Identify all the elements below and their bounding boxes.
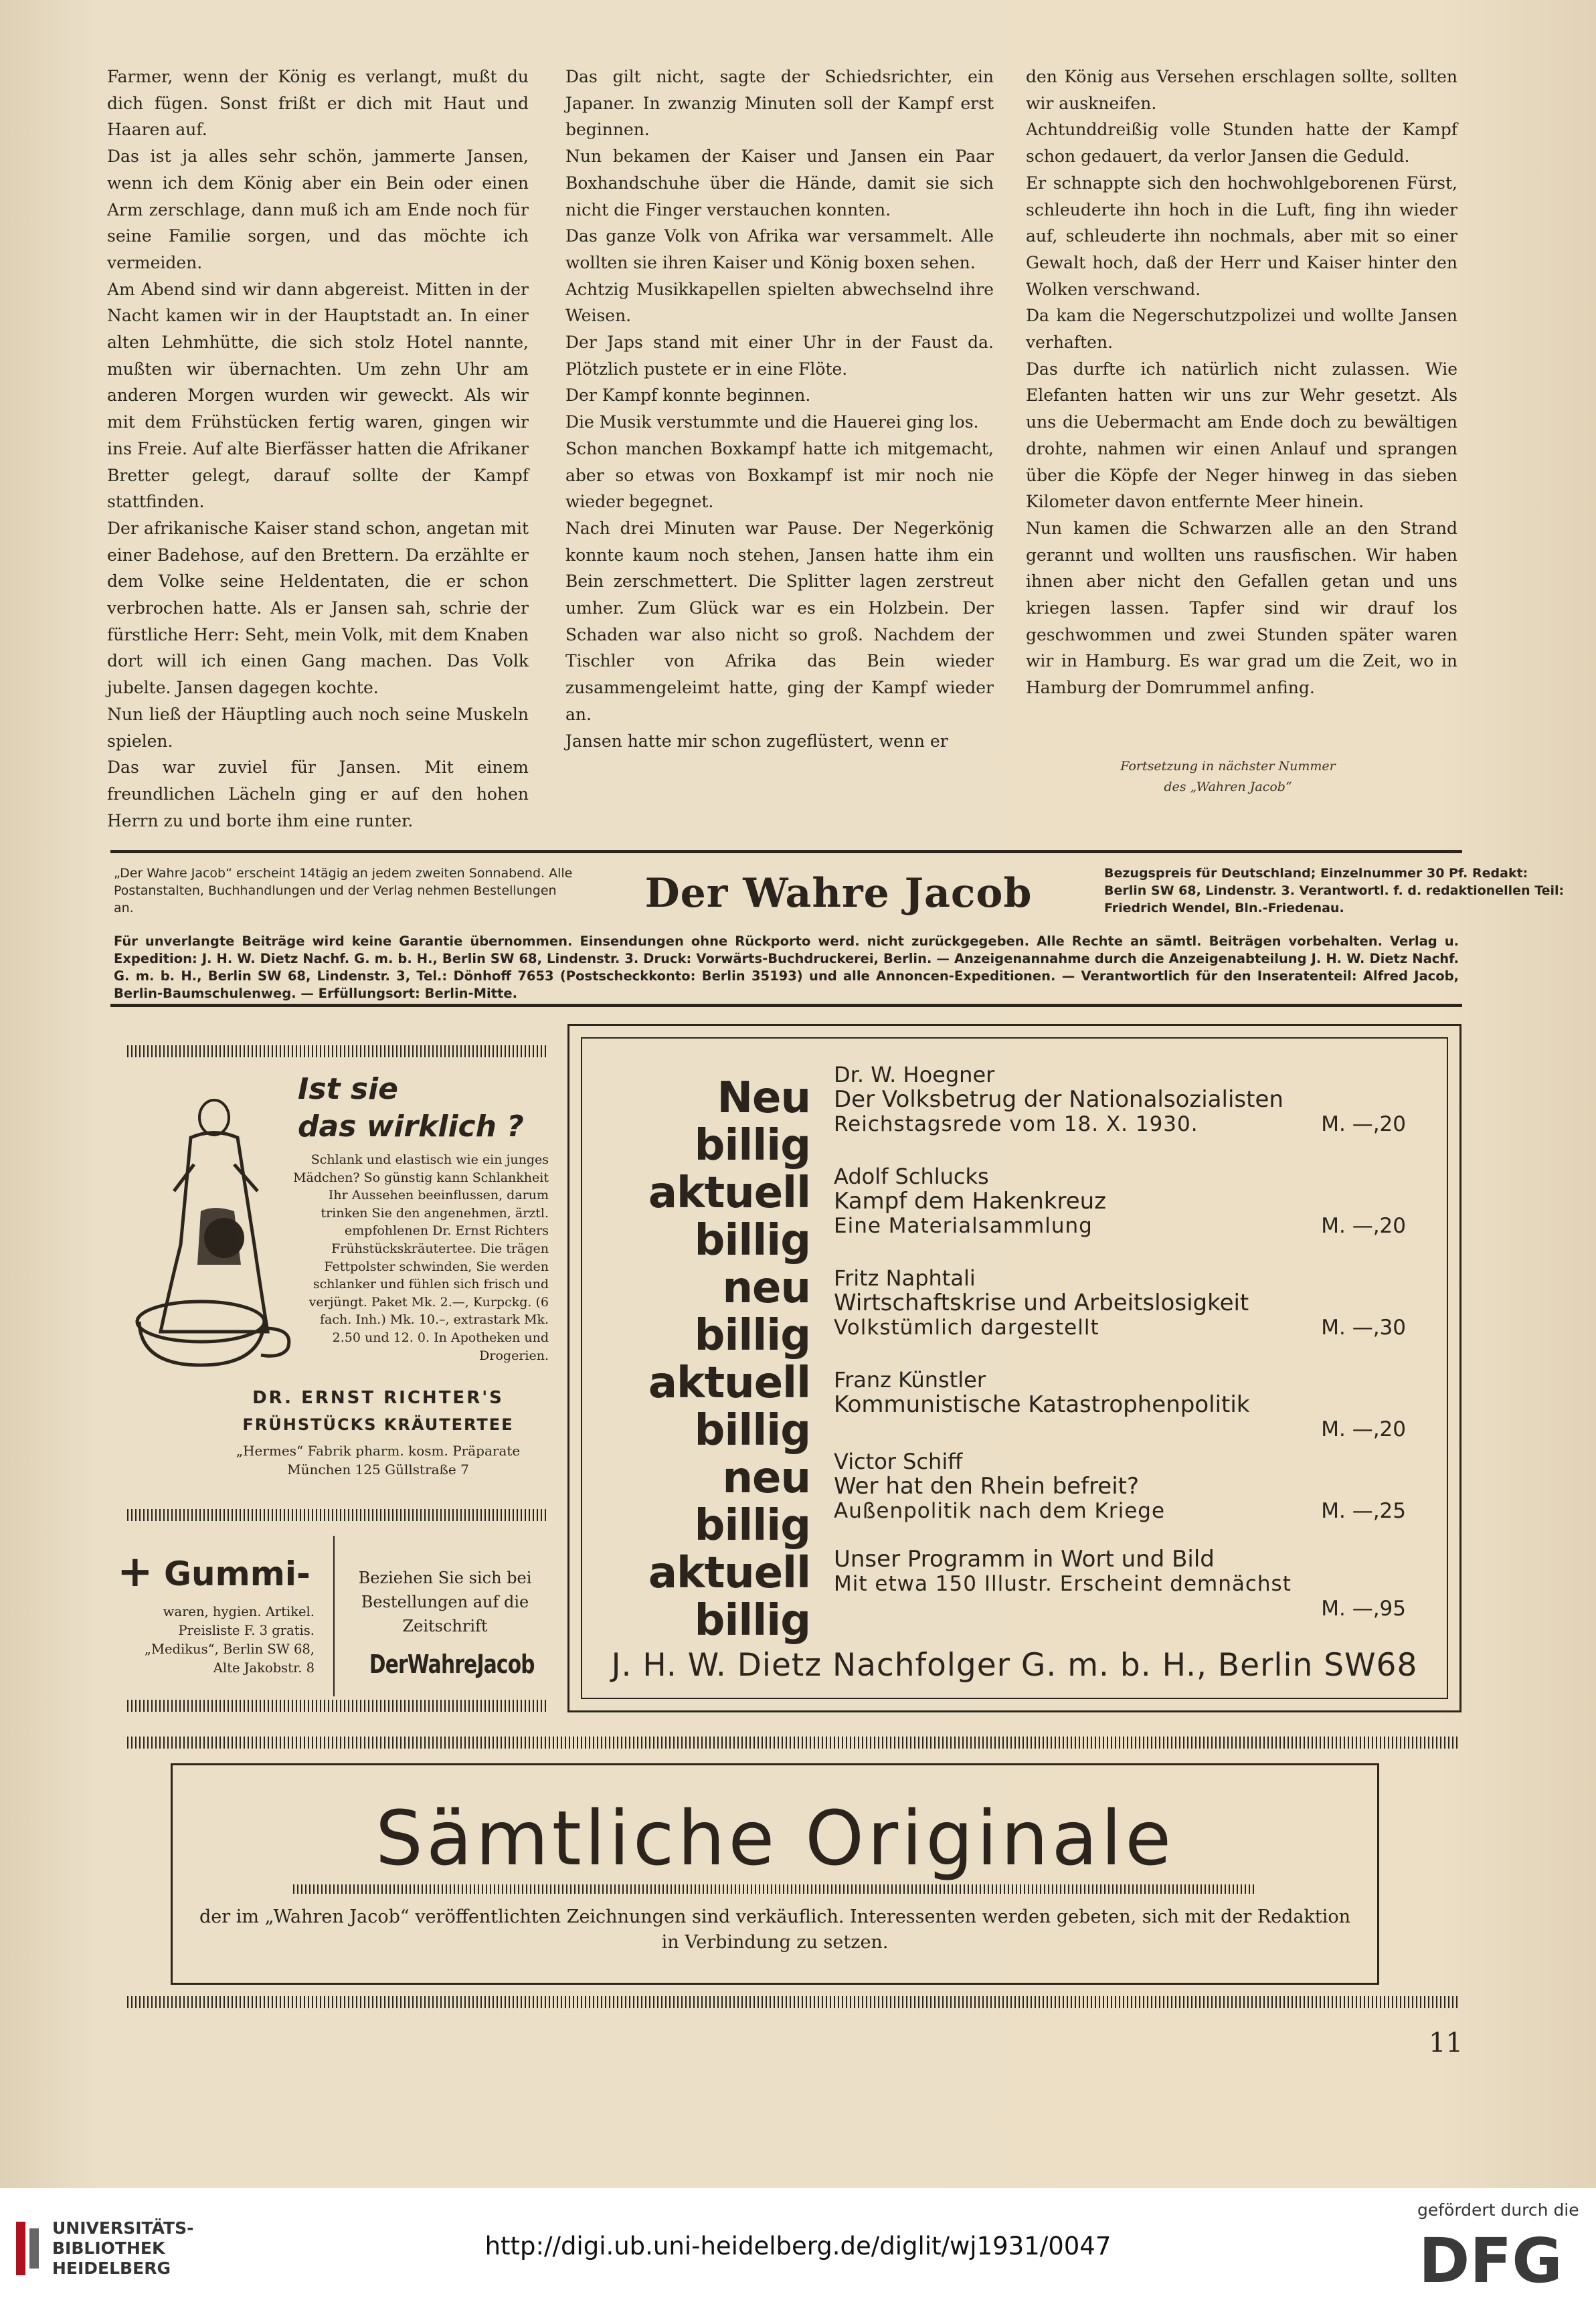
- ad-subscribe-logo: DerWahreJacob: [369, 1650, 535, 1679]
- story-column-3: [1026, 64, 1457, 780]
- book-author: Victor Schiff: [834, 1449, 963, 1474]
- hatch-border: [127, 1737, 1459, 1749]
- ad-tea-maker: „Hermes“ Fabrik pharm. kosm. Präparate München 125 Güllstraße 7: [236, 1443, 521, 1478]
- permalink-url[interactable]: http://digi.ub.uni-heidelberg.de/diglit/wj1931/0047: [484, 2232, 1112, 2260]
- library-name-line: BIBLIOTHEK: [52, 2238, 165, 2258]
- paragraph: Nun kamen die Schwarzen alle an den Strand gerannt und wollten uns rausfischen. Wir haben ihnen aber nicht den Gefallen getan und uns kriegen lassen. Tapfer sind wir drauf los geschwommen und zwei Stunden später waren wir in Hamburg. Es war grad um die Zeit, wo in Hamburg der Domrummel anfing.: [1026, 518, 1457, 698]
- story-column-2: [565, 64, 994, 840]
- ad-gummi-title: Gummi-: [164, 1555, 311, 1593]
- slogan: neu: [722, 1263, 810, 1313]
- paragraph: Der Kampf konnte beginnen.: [565, 385, 811, 406]
- paragraph: Die Musik verstummte und die Hauerei ging los.: [565, 412, 979, 432]
- ad-books-slogans: [583, 1075, 810, 1645]
- imprint-legal-text: Für unverlangte Beiträge wird keine Garantie übernommen. Einsendungen ohne Rückporto werd. nicht zurückgegeben. Alle Rechte an sämtl. Beiträgen vorbehalten. Verlag u. Expedition: J. H. W. Dietz Nachf. G. m. b. H., Berlin SW 68, Lindenstr. 3. Druck: Vorwärts-Buchdruckerei, Berlin. — Anzeigenannahme durch die Anzeigenabteilung J. H. W. Dietz Nachf. G. m. b. H., Berlin SW 68, Lindenstr. 3, Tel.: Dönhoff 7653 (Postscheckkonto: Berlin 35193) und alle Annoncen-Expeditionen. — Verantwortlich für den Inseratenteil: Alfred Jacob, Berlin-Baumschulenweg. — Erfüllungsort: Berlin-Mitte.: [114, 934, 1459, 1001]
- ad-books-list: [834, 1063, 1406, 1649]
- paragraph: Das ganze Volk von Afrika war versammelt. Alle wollten sie ihren Kaiser und König boxen sehen.: [565, 226, 994, 272]
- imprint-publication-note: „Der Wahre Jacob“ erscheint 14tägig an jedem zweiten Sonnabend. Alle Postanstalten, Buchhandlungen und der Verlag nehmen Bestellungen an.: [114, 866, 573, 915]
- dfg-logo-text: DFG: [1419, 2225, 1563, 2297]
- imprint-price-note: Bezugspreis für Deutschland; Einzelnummer 30 Pf. Redakt: Berlin SW 68, Lindenstr. 3. Verantwortl. f. d. redaktionellen Teil: Friedrich Wendel, Bln.-Friedenau.: [1104, 866, 1565, 915]
- book-author: Fritz Naphtali: [834, 1265, 976, 1291]
- book-author: Dr. W. Hoegner: [834, 1062, 995, 1087]
- divider: [110, 1004, 1462, 1007]
- ad-tea-product: FRÜHSTÜCKS KRÄUTERTEE: [242, 1415, 514, 1434]
- library-name-line: HEIDELBERG: [52, 2258, 171, 2278]
- book-title: Wer hat den Rhein befreit?: [834, 1473, 1140, 1500]
- book-listing: [834, 1063, 1406, 1164]
- masthead-title: Der Wahre Jacob: [644, 870, 1033, 917]
- ad-gummi: [117, 1536, 315, 1696]
- paragraph: den König aus Versehen erschlagen sollte, sollten wir auskneifen.: [1026, 67, 1457, 113]
- paragraph: Am Abend sind wir dann abgereist. Mitten in der Nacht kamen wir in der Hauptstadt an. In einer alten Lehmhütte, die sich stolz Hotel nannte, mußten wir übernachten. Um zehn Uhr am anderen Morgen wurden wir geweckt. Als wir mit dem Frühstücken fertig waren, gingen wir ins Freie. Auf alte Bierfässer hatten die Afrikaner Bretter gelegt, darauf sollte der Kampf stattfinden.: [107, 279, 529, 512]
- book-title: Der Volksbetrug der Nationalsozialisten: [834, 1086, 1283, 1113]
- paragraph: Achtunddreißig volle Stunden hatte der Kampf schon gedauert, da verlor Jansen die Geduld.: [1026, 120, 1457, 167]
- paragraph: Nun ließ der Häuptling auch noch seine Muskeln spielen.: [107, 704, 529, 751]
- hatch-border: [293, 1884, 1257, 1894]
- continuation-note: [1071, 756, 1385, 798]
- book-title: Kampf dem Hakenkreuz: [834, 1188, 1107, 1215]
- ad-tea-body: Schlank und elastisch wie ein junges Mädchen? So günstig kann Schlankheit Ihr Aussehen beeinflussen, darum trinken Sie den angenehmen, ärztl. empfohlenen Dr. Ernst Richters Frühstückskräutertee. Die trägen Fettpolster schwinden, Sie werden schlanker und fühlen sich frisch und verjüngt. Paket Mk. 2.—, Kurpckg. (6 fach. Inh.) Mk. 10.–, extrastark Mk. 2.50 und 12. 0. In Apotheken und Drogerien.: [293, 1152, 549, 1363]
- paragraph: Da kam die Negerschutzpolizei und wollte Jansen verhaften.: [1026, 306, 1457, 353]
- paragraph: Der afrikanische Kaiser stand schon, angetan mit einer Badehose, auf den Brettern. Da erzählte er dem Volke seine Heldentaten, die er schon verbrochen hatte. Als er Jansen sah, schrie der fürstliche Herr: Seht, mein Volk, mit dem Knaben dort will ich einen Gang machen. Das Volk jubelte. Jansen dagegen kochte.: [107, 518, 529, 698]
- book-author: Adolf Schlucks: [834, 1164, 989, 1189]
- book-title: Kommunistische Katastrophenpolitik: [834, 1391, 1250, 1418]
- slogan: neu: [722, 1453, 810, 1503]
- continuation-line: Fortsetzung in nächster Nummer: [1120, 759, 1336, 774]
- paragraph: Er schnappte sich den hochwohlgeborenen Fürst, schleuderte ihn hoch in die Luft, fing ihn wieder auf, schleuderte ihn nochmals, aber mit so einer Gewalt hoch, daß der Herr und Kaiser hinter den Wolken verschwand.: [1026, 173, 1457, 299]
- book-author: Franz Künstler: [834, 1367, 986, 1393]
- ad-originals-text: der im „Wahren Jacob“ veröffentlichten Zeichnungen sind verkäuflich. Interessenten werden gebeten, sich mit der Redaktion in Verbindung zu setzen.: [199, 1906, 1350, 1953]
- paragraph: Das gilt nicht, sagte der Schiedsrichter, ein Japaner. In zwanzig Minuten soll der Kampf erst beginnen.: [565, 67, 994, 140]
- hatch-border: [127, 1509, 549, 1521]
- ad-books: [567, 1024, 1461, 1712]
- ad-subscribe-body: Beziehen Sie sich bei Bestellungen auf die Zeitschrift: [358, 1569, 532, 1635]
- dfg-logo-icon: [1419, 2223, 1563, 2297]
- paragraph: Nach drei Minuten war Pause. Der Negerkönig konnte kaum noch stehen, Jansen hatte ihm ein Bein zerschmettert. Die Splitter lagen zerstreut umher. Zum Glück war es ein Holzbein. Der Schaden war also nicht so groß. Nachdem der Tischler von Afrika das Bein wieder zusammengeleimt hatte, ging der Kampf wieder an.: [565, 518, 994, 724]
- imprint-block: [114, 863, 1565, 1001]
- book-listing: [834, 1368, 1406, 1449]
- story-column-1: [107, 64, 529, 840]
- paragraph: Achtzig Musikkapellen spielten abwechselnd ihre Weisen.: [565, 279, 994, 326]
- slogan: billig: [694, 1501, 810, 1550]
- slogan: billig: [694, 1406, 810, 1455]
- book-price: M. —,20: [1321, 1417, 1406, 1441]
- ad-gummi-body: waren, hygien. Artikel. Preisliste F. 3 gratis. „Medikus“, Berlin SW 68, Alte Jakobstr. 8: [144, 1604, 315, 1676]
- slogan: billig: [694, 1121, 810, 1170]
- book-listing: [834, 1266, 1406, 1368]
- book-listing: [834, 1164, 1406, 1266]
- page-number: 11: [1429, 2028, 1463, 2058]
- ad-tea-headline-line1: Ist sie: [298, 1072, 399, 1106]
- library-name-line: UNIVERSITÄTS-: [52, 2218, 194, 2238]
- book-subtitle: Eine Materialsammlung: [834, 1214, 1093, 1238]
- paragraph: Schon manchen Boxkampf hatte ich mitgemacht, aber so etwas von Boxkampf ist mir noch nie wieder begegnet.: [565, 438, 994, 512]
- woman-with-cup-illustration: [134, 1091, 301, 1372]
- book-price: M. —,20: [1321, 1214, 1406, 1238]
- book-title: Unser Programm in Wort und Bild: [834, 1546, 1215, 1573]
- ad-tea-headline: [298, 1071, 524, 1146]
- book-listing: [834, 1547, 1406, 1649]
- slogan: aktuell: [648, 1548, 810, 1598]
- slogan: Neu: [717, 1073, 810, 1123]
- funding-note: gefördert durch die: [1417, 2200, 1579, 2220]
- book-subtitle: Mit etwa 150 Illustr. Erscheint demnächst: [834, 1572, 1292, 1596]
- slogan: billig: [694, 1216, 810, 1265]
- ad-originals-headline: Sämtliche Originale: [375, 1795, 1175, 1882]
- cross-icon: +: [117, 1547, 153, 1597]
- hatch-border: [127, 1700, 549, 1712]
- book-listing: [834, 1449, 1406, 1547]
- book-price: M. —,95: [1321, 1597, 1406, 1621]
- book-subtitle: Außenpolitik nach dem Kriege: [834, 1499, 1166, 1523]
- book-subtitle: Reichstagsrede vom 18. X. 1930.: [834, 1112, 1199, 1136]
- book-subtitle: Volkstümlich dargestellt: [834, 1316, 1099, 1340]
- paragraph: Das durfte ich natürlich nicht zulassen. Wie Elefanten hatten wir uns zur Wehr gesetzt. Als uns die Uebermacht am Ende doch zu bewältigen drohte, nahmen wir einen Anlauf und sprangen über die Köpfe der Neger hinweg in das sieben Kilometer davon entfernte Meer hinein.: [1026, 359, 1457, 512]
- slogan: billig: [694, 1596, 810, 1646]
- book-price: M. —,30: [1321, 1316, 1406, 1340]
- paragraph: Nun bekamen der Kaiser und Jansen ein Paar Boxhandschuhe über die Hände, damit sie sich nicht die Finger verstauchen konnten.: [565, 147, 994, 219]
- ad-books-publisher: J. H. W. Dietz Nachfolger G. m. b. H., Berlin SW68: [611, 1647, 1418, 1684]
- slogan: aktuell: [648, 1168, 810, 1218]
- ad-subscribe: [333, 1536, 550, 1696]
- ad-tea-headline-line2: das wirklich ?: [298, 1110, 524, 1144]
- ad-tea-brand: DR. ERNST RICHTER'S: [252, 1388, 504, 1408]
- book-price: M. —,20: [1321, 1112, 1406, 1136]
- paragraph: Farmer, wenn der König es verlangt, mußt du dich fügen. Sonst frißt er dich mit Haut und Haaren auf.: [107, 67, 529, 140]
- book-title: Wirtschaftskrise und Arbeitslosigkeit: [834, 1290, 1249, 1316]
- ad-originals: [171, 1763, 1379, 1985]
- paragraph: Jansen hatte mir schon zugeflüstert, wenn er: [565, 731, 948, 751]
- paragraph: Das ist ja alles sehr schön, jammerte Jansen, wenn ich dem König aber ein Bein oder einen Arm zerschlage, dann muß ich am Ende noch für seine Familie sorgen, und das möchte ich vermeiden.: [107, 147, 529, 272]
- ad-tea: [127, 1044, 549, 1519]
- slogan: aktuell: [648, 1358, 810, 1408]
- paragraph: Der Japs stand mit einer Uhr in der Faust da. Plötzlich pustete er in eine Flöte.: [565, 333, 994, 379]
- paragraph: Das war zuviel für Jansen. Mit einem freundlichen Lächeln ging er auf den hohen Herrn zu und borte ihm eine runter.: [107, 758, 529, 830]
- slogan: billig: [694, 1311, 810, 1360]
- hatch-border: [127, 1996, 1459, 2008]
- library-footer-bar: [0, 2188, 1596, 2306]
- divider: [110, 850, 1462, 853]
- book-price: M. —,25: [1321, 1499, 1406, 1523]
- continuation-line: des „Wahren Jacob“: [1164, 780, 1292, 794]
